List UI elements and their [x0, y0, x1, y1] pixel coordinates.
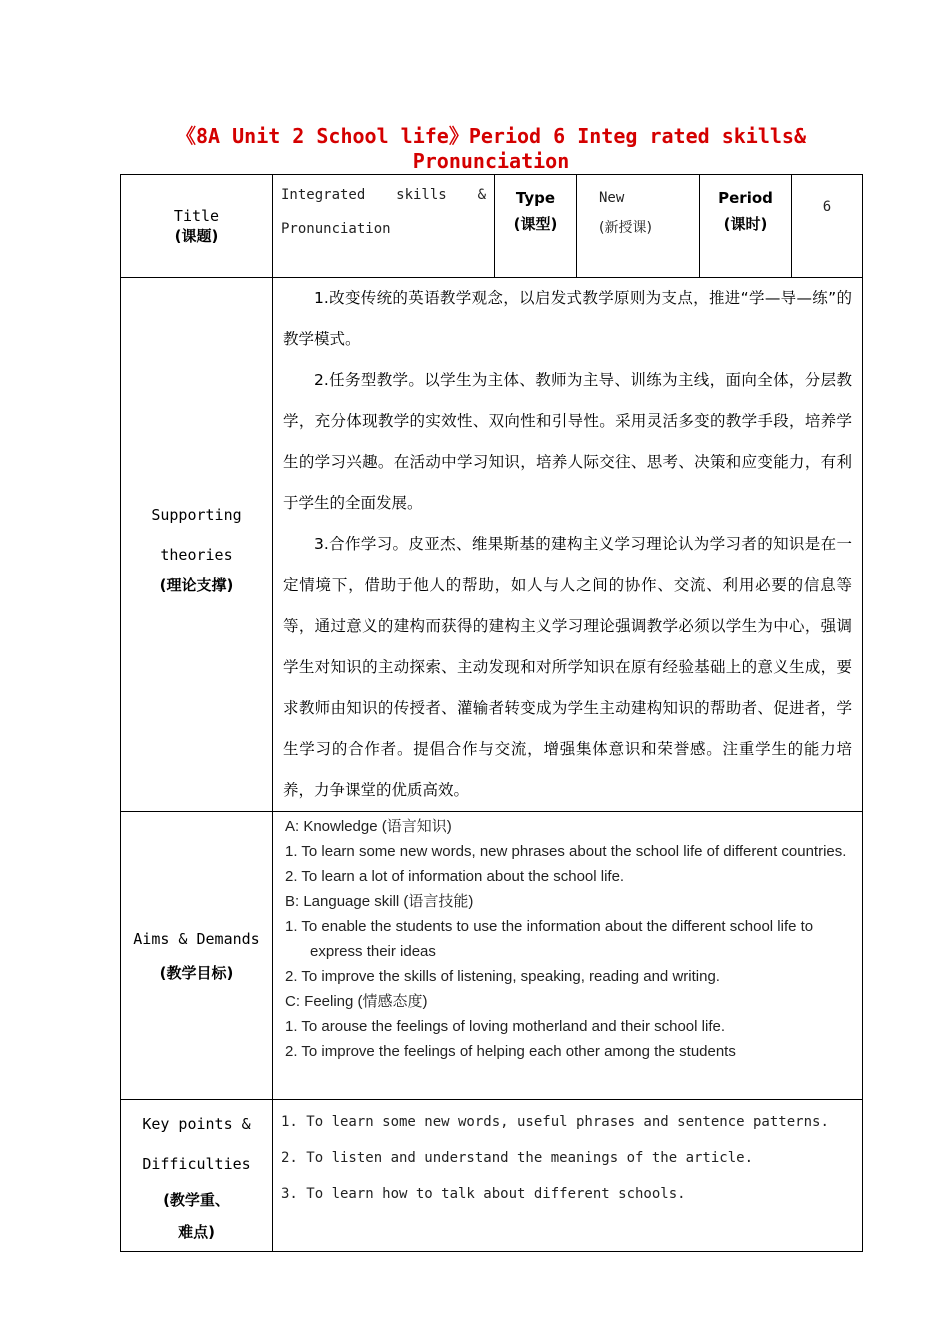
lesson-plan-table [120, 174, 863, 1252]
header-row [121, 175, 863, 278]
aims-row [121, 812, 863, 1100]
key-point-item: 1. To learn some new words, useful phrases and sentence patterns. [281, 1114, 829, 1130]
aims-line: 1. To enable the students to use the information about the different school life to [285, 918, 814, 935]
aims-heading-feeling: C: Feeling (情感态度) [285, 993, 428, 1010]
type-label: Type [515, 189, 556, 207]
aims-line: 1. To arouse the feelings of loving motherland and their school life. [285, 1018, 725, 1035]
aims-content [273, 812, 863, 1100]
aims-heading-skill: B: Language skill (语言技能) [285, 893, 474, 910]
key-points-row [121, 1100, 863, 1252]
type-value-cell [577, 175, 700, 278]
key-points-label-cell [121, 1100, 273, 1252]
title-label: Title [173, 206, 220, 225]
title-value-word-3: & [477, 187, 486, 203]
type-label-cell [495, 175, 577, 278]
aims-line: 2. To improve the feelings of helping each other among the students [285, 1043, 736, 1060]
type-value-cn: (新授课) [599, 220, 652, 236]
title-value-line-2: Pronunciation [281, 221, 391, 237]
theories-row [121, 278, 863, 812]
period-value-cell [792, 175, 863, 278]
aims-line: 2. To improve the skills of listening, speaking, reading and writing. [285, 968, 720, 985]
type-label-cn: (课型) [513, 215, 558, 233]
key-points-label-cn-1: (教学重、 [163, 1191, 230, 1209]
period-value: 6 [822, 199, 832, 215]
theories-label-cell [121, 278, 273, 812]
key-points-label-cn-2: 难点) [178, 1223, 215, 1241]
key-point-item: 2. To listen and understand the meanings of the article. [281, 1150, 754, 1166]
theory-paragraph-3: 3.合作学习。皮亚杰、维果斯基的建构主义学习理论认为学习者的知识是在一定情境下，借助于他人的帮助，如人与人之间的协作、交流、利用必要的信息等等，通过意义的建构而获得的建构主义学习理论强调教学必须以学生为中心，强调学生对知识的主动探索、主动发现和对所学知识在原有经验基础上的意义生成，要求教师由知识的传授者、灌输者转变成为学生主动建构知识的帮助者、促进者，学生学习的合作者。提倡合作与交流，增强集体意识和荣誉感。注重学生的能力培养，力争课堂的优质高效。 [283, 535, 852, 799]
aims-label-cell [121, 812, 273, 1100]
type-value: New [599, 190, 625, 206]
title-label-cn: (课题) [174, 226, 219, 245]
title-line-2: Pronunciation [412, 149, 570, 173]
title-label-cell [121, 175, 273, 278]
theories-label-1: Supporting [151, 505, 242, 524]
key-points-content [273, 1100, 863, 1252]
period-label-cell [700, 175, 792, 278]
theories-label-cn: (理论支撑) [159, 575, 234, 594]
aims-label: Aims & Demands [133, 929, 260, 948]
aims-label-cn: (教学目标) [159, 963, 234, 982]
aims-line: 2. To learn a lot of information about the school life. [285, 868, 625, 885]
key-points-label-2: Difficulties [142, 1155, 251, 1173]
period-label: Period [718, 189, 773, 207]
theories-label-2: theories [160, 545, 233, 564]
key-point-item: 3. To learn how to talk about different schools. [281, 1186, 686, 1202]
title-value-cell [273, 175, 495, 278]
title-value-word-2: skills [396, 187, 447, 203]
theories-content [273, 278, 863, 812]
aims-heading-knowledge: A: Knowledge (语言知识) [285, 818, 452, 835]
theory-paragraph-2: 2.任务型教学。以学生为主体、教师为主导、训练为主线，面向全体，分层教学，充分体现教学的实效性、双向性和引导性。采用灵活多变的教学手段，培养学生的学习兴趣。在活动中学习知识，培养人际交往、思考、决策和应变能力，有利于学生的全面发展。 [283, 371, 852, 512]
period-label-cn: (课时) [723, 215, 768, 233]
key-points-label-1: Key points & [142, 1115, 251, 1133]
document-title [120, 124, 862, 174]
title-value-word-1: Integrated [281, 187, 366, 203]
aims-line: express their ideas [310, 943, 436, 960]
title-line-1: 《8A Unit 2 School life》Period 6 Integ rated skills& [175, 124, 806, 148]
aims-line: 1. To learn some new words, new phrases about the school life of different countries. [285, 843, 847, 860]
theory-paragraph-1: 1.改变传统的英语教学观念，以启发式教学原则为支点，推进“学—导—练”的教学模式。 [283, 289, 852, 348]
